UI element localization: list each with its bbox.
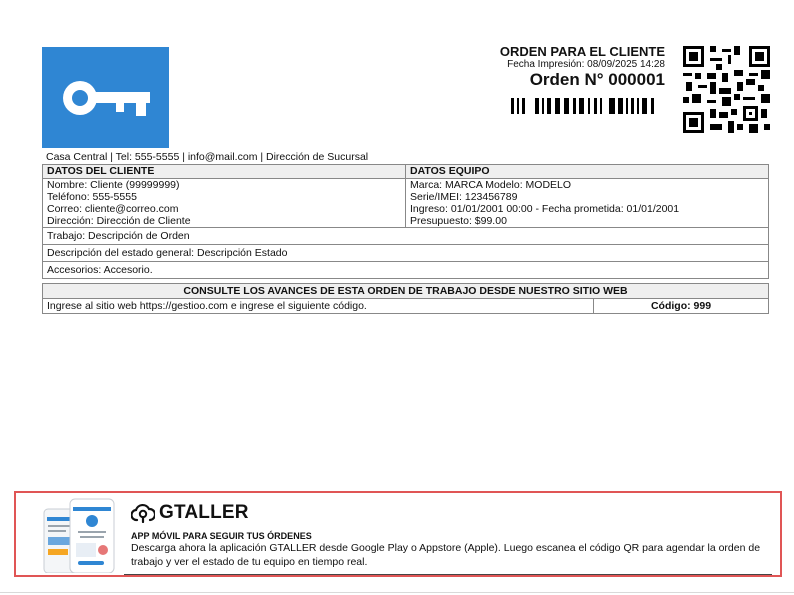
- client-phone: Teléfono: 555-5555: [47, 191, 137, 203]
- client-section: [43, 165, 406, 227]
- equipment-dates: Ingreso: 01/01/2001 00:00 - Fecha prometida: 01/01/2001: [410, 203, 680, 215]
- equipment-section: [406, 165, 768, 227]
- accessories-row: Accesorios: Accesorio.: [43, 261, 768, 278]
- promo-divider: [124, 574, 772, 575]
- work-description-row: Trabajo: Descripción de Orden: [43, 227, 768, 244]
- page-bottom-rule: [0, 592, 794, 593]
- app-phones-image: [42, 497, 122, 573]
- equipment-heading: DATOS EQUIPO: [406, 165, 768, 179]
- client-heading: DATOS DEL CLIENTE: [43, 165, 405, 179]
- app-promo-banner: [14, 491, 782, 577]
- client-address: Dirección: Dirección de Cliente: [47, 215, 191, 227]
- cloud-wrench-icon: [131, 503, 155, 523]
- web-tracking-instructions: Ingrese al sitio web https://gestioo.com e ingrese el siguiente código.: [43, 299, 594, 313]
- order-info-table: [42, 164, 769, 279]
- client-email: Correo: cliente@correo.com: [47, 203, 179, 215]
- tracking-code: Código: 999: [650, 300, 712, 312]
- promo-subtitle: APP MÓVIL PARA SEGUIR TUS ÓRDENES: [131, 531, 312, 541]
- barcode: [511, 98, 656, 114]
- brand-name: GTALLER: [159, 502, 249, 523]
- web-tracking-table: [42, 283, 769, 314]
- order-number: Orden N° 000001: [529, 70, 665, 89]
- order-header: [470, 45, 665, 90]
- client-name: Nombre: Cliente (99999999): [47, 179, 180, 191]
- equipment-budget: Presupuesto: $99.00: [410, 215, 507, 227]
- general-state-row: Descripción del estado general: Descripción Estado: [43, 244, 768, 261]
- equipment-serial: Serie/IMEI: 123456789: [410, 191, 518, 203]
- branch-contact-line: Casa Central | Tel: 555-5555 | info@mail.com | Dirección de Sucursal: [46, 151, 369, 163]
- key-icon: [56, 73, 156, 123]
- web-tracking-heading: CONSULTE LOS AVANCES DE ESTA ORDEN DE TRABAJO DESDE NUESTRO SITIO WEB: [43, 284, 768, 299]
- promo-description: Descarga ahora la aplicación GTALLER desde Google Play o Appstore (Apple). Luego escanea el código QR para agendar la orden de trabajo y ver el estado de tu equipo en tiempo real.: [131, 542, 761, 568]
- document-title: ORDEN PARA EL CLIENTE: [499, 44, 665, 59]
- gtaller-brand: [131, 502, 249, 524]
- company-logo: [42, 47, 169, 148]
- print-date: Fecha Impresión: 08/09/2025 14:28: [507, 59, 665, 70]
- equipment-brand-model: Marca: MARCA Modelo: MODELO: [410, 179, 572, 191]
- qr-code: [683, 46, 770, 133]
